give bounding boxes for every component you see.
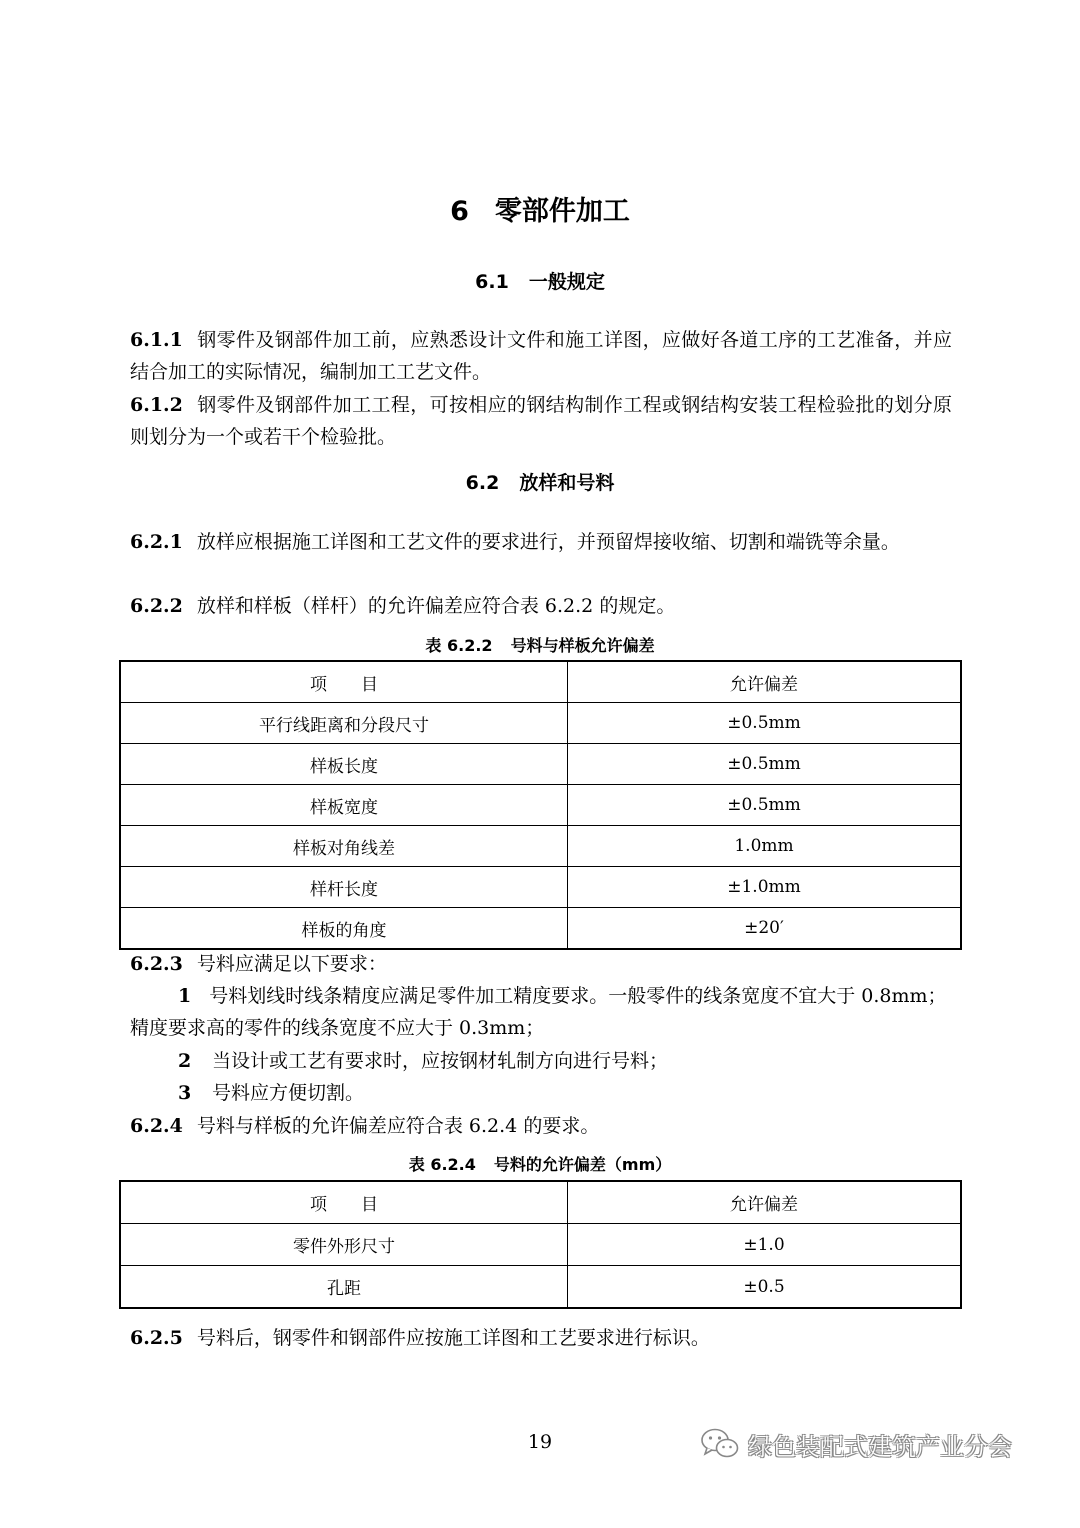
table-cell-item: 样板长度 xyxy=(120,744,568,785)
table-header-item: 项 目 xyxy=(120,1181,568,1224)
table-caption-title: 号料与样板允许偏差 xyxy=(510,636,655,655)
list-item-text: 号料划线时线条精度应满足零件加工精度要求。一般零件的线条宽度不宜大于 0.8mm；精度要求高的零件的线条宽度不应大于 0.3mm； xyxy=(130,985,947,1039)
table-cell-item: 平行线距离和分段尺寸 xyxy=(120,703,568,744)
clause-6-2-5 xyxy=(130,1322,952,1354)
list-item-1 xyxy=(130,980,952,1044)
list-item-number: 3 xyxy=(178,1082,192,1104)
clause-text: 号料应满足以下要求： xyxy=(196,953,387,975)
clause-text: 号料与样板的允许偏差应符合表 6.2.4 的要求。 xyxy=(196,1115,600,1137)
table-cell-tolerance: ±0.5mm xyxy=(568,744,962,785)
table-cell-tolerance: ±0.5 xyxy=(568,1266,962,1309)
table-cell-item: 样杆长度 xyxy=(120,867,568,908)
chapter-title-text: 零部件加工 xyxy=(494,196,630,227)
table-cell-tolerance: 1.0mm xyxy=(568,826,962,867)
table-row xyxy=(120,785,961,826)
list-item-text: 当设计或工艺有要求时，应按钢材轧制方向进行号料； xyxy=(212,1050,669,1072)
table-cell-item: 样板对角线差 xyxy=(120,826,568,867)
clause-text: 号料后，钢零件和钢部件应按施工详图和工艺要求进行标识。 xyxy=(196,1327,710,1349)
section-title-6-2 xyxy=(0,469,1080,497)
clause-6-2-1 xyxy=(130,526,952,558)
table-6-2-2 xyxy=(119,660,962,950)
table-cell-tolerance: ±0.5mm xyxy=(568,785,962,826)
table-header-tolerance: 允许偏差 xyxy=(568,1181,962,1224)
clause-number: 6.2.3 xyxy=(130,953,183,975)
section-title-text: 放样和号料 xyxy=(519,472,615,494)
table-6-2-2-caption xyxy=(0,634,1080,658)
table-row xyxy=(120,1266,961,1309)
table-6-2-4 xyxy=(119,1180,962,1309)
clause-6-2-3 xyxy=(130,948,952,980)
clause-number: 6.1.2 xyxy=(130,394,183,416)
list-item-number: 2 xyxy=(178,1050,192,1072)
table-cell-item: 样板宽度 xyxy=(120,785,568,826)
chapter-number: 6 xyxy=(450,196,469,227)
watermark-text: 绿色装配式建筑产业分会 xyxy=(748,1432,1012,1461)
table-row xyxy=(120,703,961,744)
section-title-6-1 xyxy=(0,268,1080,296)
clause-number: 6.2.4 xyxy=(130,1115,183,1137)
clause-6-2-2 xyxy=(130,590,952,622)
table-caption-number: 表 6.2.2 xyxy=(425,636,493,655)
clause-text: 放样应根据施工详图和工艺文件的要求进行，并预留焊接收缩、切割和端铣等余量。 xyxy=(196,531,900,553)
table-cell-item: 样板的角度 xyxy=(120,908,568,950)
clause-text: 钢零件及钢部件加工前，应熟悉设计文件和施工详图，应做好各道工序的工艺准备，并应结合加工的实际情况，编制加工工艺文件。 xyxy=(130,329,952,383)
table-caption-number: 表 6.2.4 xyxy=(408,1155,476,1174)
table-caption-title: 号料的允许偏差（mm） xyxy=(493,1155,672,1174)
clause-text: 放样和样板（样杆）的允许偏差应符合表 6.2.2 的规定。 xyxy=(196,595,676,617)
list-item-number: 1 xyxy=(178,985,192,1007)
table-row xyxy=(120,867,961,908)
section-number: 6.2 xyxy=(465,472,500,494)
list-item-2 xyxy=(130,1045,952,1077)
clause-number: 6.2.5 xyxy=(130,1327,183,1349)
table-cell-tolerance: ±1.0 xyxy=(568,1224,962,1266)
chapter-title xyxy=(0,192,1080,232)
table-header-row xyxy=(120,1181,961,1224)
table-cell-tolerance: ±1.0mm xyxy=(568,867,962,908)
table-cell-item: 孔距 xyxy=(120,1266,568,1309)
clause-text: 钢零件及钢部件加工工程，可按相应的钢结构制作工程或钢结构安装工程检验批的划分原则划分为一个或若干个检验批。 xyxy=(130,394,952,448)
clause-number: 6.1.1 xyxy=(130,329,183,351)
section-title-text: 一般规定 xyxy=(528,271,605,293)
table-row xyxy=(120,1224,961,1266)
watermark xyxy=(700,1424,1012,1464)
table-row xyxy=(120,908,961,950)
clause-6-2-4 xyxy=(130,1110,952,1142)
section-number: 6.1 xyxy=(475,271,509,293)
table-6-2-4-caption xyxy=(0,1153,1080,1177)
table-row xyxy=(120,826,961,867)
table-header-row xyxy=(120,661,961,703)
clause-number: 6.2.1 xyxy=(130,531,183,553)
table-cell-tolerance: ±0.5mm xyxy=(568,703,962,744)
clause-6-1-2 xyxy=(130,389,952,453)
page-number: 19 xyxy=(527,1431,553,1453)
table-header-tolerance: 允许偏差 xyxy=(568,661,962,703)
clause-number: 6.2.2 xyxy=(130,595,183,617)
table-header-item: 项 目 xyxy=(120,661,568,703)
clause-6-1-1 xyxy=(130,324,952,388)
table-row xyxy=(120,744,961,785)
table-cell-item: 零件外形尺寸 xyxy=(120,1224,568,1266)
wechat-icon xyxy=(700,1427,740,1461)
list-item-text: 号料应方便切割。 xyxy=(212,1082,365,1104)
table-cell-tolerance: ±20′ xyxy=(568,908,962,950)
list-item-3 xyxy=(130,1077,952,1109)
